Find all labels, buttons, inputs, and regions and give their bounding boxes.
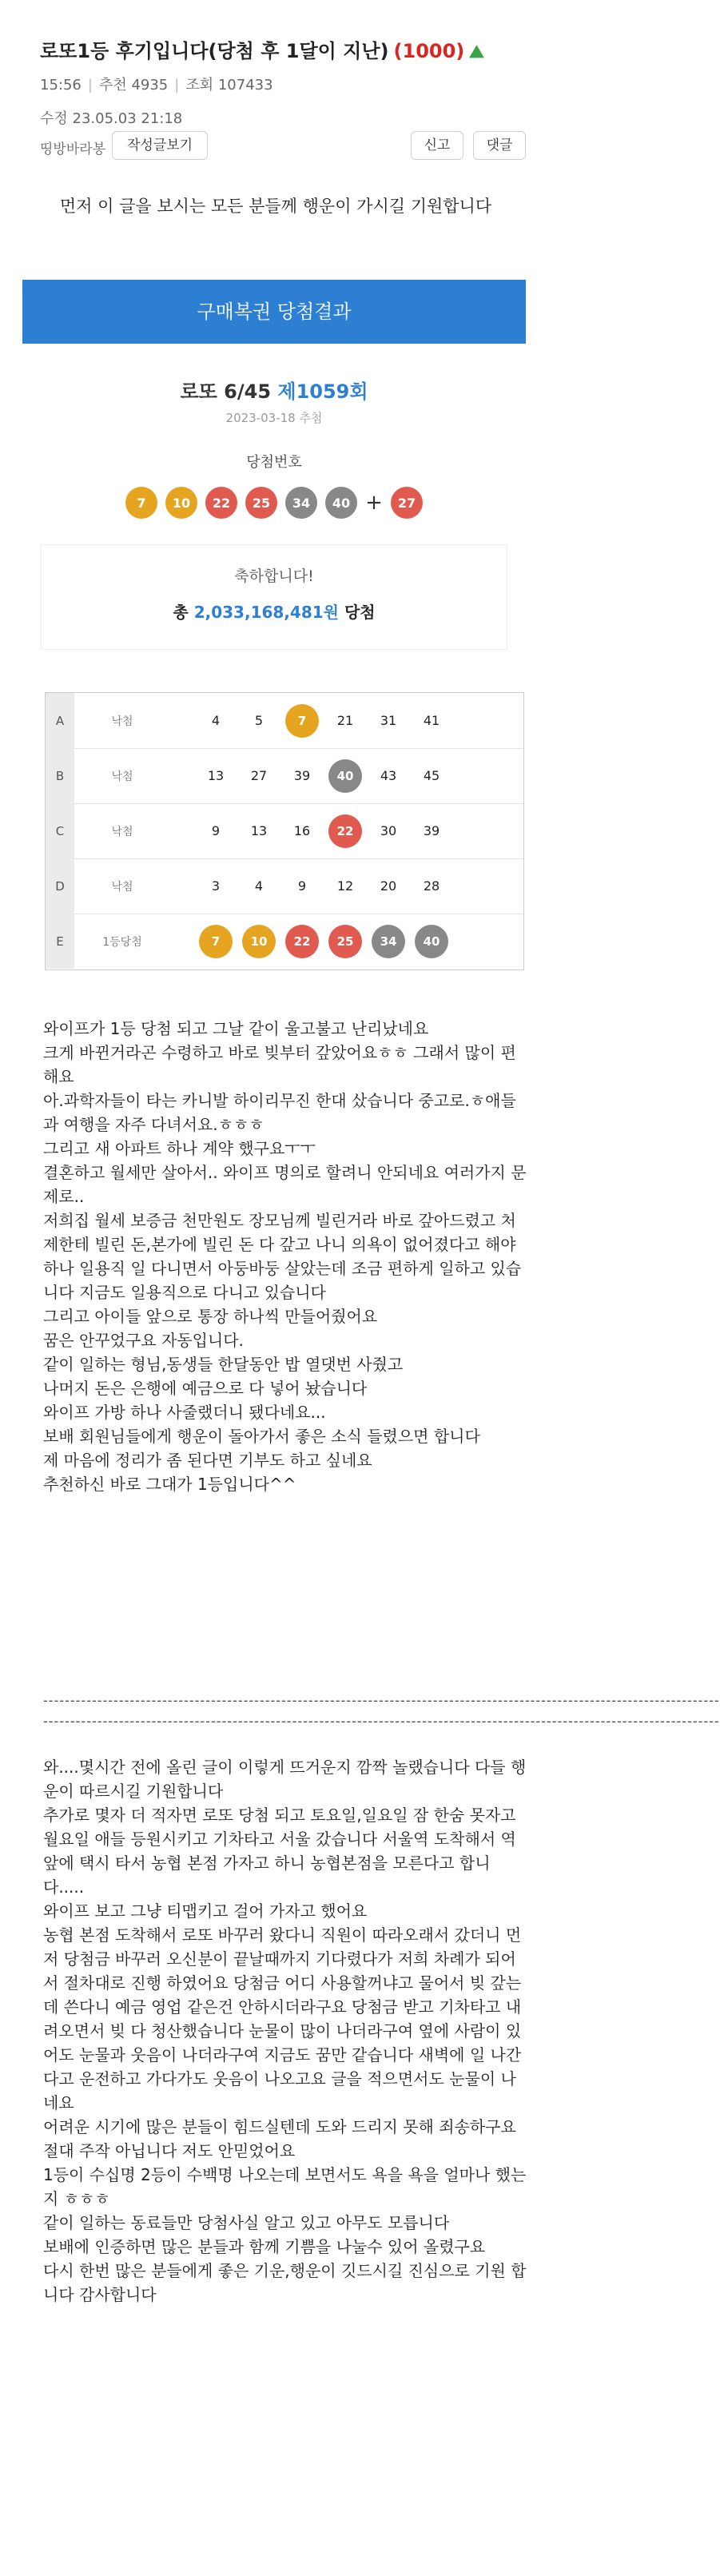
ticket-number-cell [280,924,324,959]
ticket-number: 21 [336,713,354,728]
round-number: 제1059회 [277,380,368,403]
game-result: 1등당첨 [102,935,142,949]
winning-ball: 22 [205,487,237,519]
game-result: 낙첨 [111,770,133,783]
greeting-text: 먼저 이 글을 보시는 모든 분들께 행운이 가시길 기원합니다 [59,197,492,216]
game-label: B [46,748,74,803]
ticket-number: 4 [254,878,264,894]
matched-ball: 25 [328,925,362,958]
ticket-number-cell [324,758,367,794]
congrats-text: 축하합니다! [234,567,314,585]
game-name: 로또 6/45 [180,380,272,403]
ticket-number: 31 [380,713,397,728]
game-numbers [194,914,514,969]
report-button[interactable]: 신고 [411,131,463,160]
ticket-number: 39 [293,768,311,783]
prize-suffix: 당첨 [344,603,376,622]
view-posts-button[interactable]: 작성글보기 [112,131,208,160]
image-attachment-icon: ⛰ [469,42,484,62]
game-label: E [46,914,74,969]
game-label: A [46,693,74,748]
ticket-number: 9 [211,823,221,838]
game-result: 낙첨 [111,825,133,838]
post-time: 15:56 [40,77,82,94]
game-label: C [46,803,74,858]
divider-line: ----------------------------------------------------------------------------------------------------------------------------- [43,1693,720,1708]
ticket-number: 41 [423,713,440,728]
meta-divider: | [87,77,93,94]
recommend-count: 추천 4935 [98,77,169,94]
post-title-text: 로또1등 후기입니다(당첨 후 1달이 지난) [40,40,389,62]
view-count: 조회 107433 [185,77,273,94]
game-result: 낙첨 [111,880,133,894]
ticket-row [46,748,523,804]
meta-divider: | [174,77,180,94]
ticket-number: 12 [336,878,354,894]
matched-ball: 22 [285,925,319,958]
bonus-ball: 27 [391,487,423,519]
prize-total [42,599,507,623]
matched-ball: 7 [199,925,233,958]
game-result: 낙첨 [111,715,133,728]
ticket-number: 20 [380,878,397,894]
ticket-number: 45 [423,768,440,783]
ticket-number: 13 [207,768,225,783]
prize-prefix: 총 [173,603,189,622]
ticket-table [45,692,524,970]
matched-ball: 40 [415,925,448,958]
post-title [40,35,484,63]
matched-ball: 7 [285,704,319,738]
author-name[interactable]: 띵방바라봉 [40,141,106,157]
post-meta [40,74,273,94]
draw-date: 2023-03-18 추첨 [225,411,323,425]
game-label: D [46,858,74,914]
prize-box [42,545,507,649]
prize-amount: 2,033,168,481원 [193,603,339,622]
game-numbers [194,748,514,803]
ticket-number: 30 [380,823,397,838]
post-update-text: 와....몇시간 전에 올린 글이 이렇게 뜨거운지 깜짝 놀랬습니다 다들 행운이 따르시길 기원합니다 추가로 몇자 더 적자면 로또 당첨 되고 토요일,일요일 잠 한숨 못자고 월요일 애들 등원시키고 기차타고 서울 갔습니다 서울역 도착해서 역 앞에 택시 타서 농협 본점 가자고 하니 농협본점을 모른다고 합니다..... 와이프 보고 그냥 티맵키고 걸어 가자고 했어요 농협 본점 도착해서 로또 바꾸러 왔다니 직원이 따라오래서 갔더니 먼저 당첨금 바꾸러 오신분이 끝날때까지 기다렸다가 저희 차례가 되어서 절차대로 진행 하였어요 당첨금 어디 사용할꺼냐고 물어서 빚 갚는데 쓴다니 예금 영업 같은건 안하시더라구요 당첨금 받고 기차타고 내려오면서 빚 다 청산했습니다 눈물이 많이 나더라구여 옆에 사람이 있어도 눈물과 웃음이 나더라구여 지금도 꿈만 같습니다 새벽에 일 나간다고 운전하고 가다가도 웃음이 나오고요 글을 적으면서도 눈물이 나네요 어려운 시기에 많은 분들이 힘드실텐데 도와 드리지 못해 죄송하구요 절대 주작 아닙니다 저도 안믿었어요 1등이 수십명 2등이 수백명 나오는데 보면서도 욕을 욕을 얼마나 했는지 ㅎㅎㅎ 같이 일하는 동료들만 당첨사실 알고 있고 아무도 모릅니다 보배에 인증하면 많은 분들과 함께 기쁨을 나눌수 있어 올렸구요 다시 한번 많은 분들에게 좋은 기운,행운이 깃드시길 진심으로 기원 합니다 감사합니다 [43,1758,527,2304]
ticket-number: 27 [250,768,268,783]
matched-ball: 22 [328,814,362,848]
game-numbers [194,858,514,914]
ticket-row [46,803,523,859]
plus-sign: + [365,491,383,515]
winning-ball: 34 [285,487,317,519]
ticket-number-cell [410,924,453,959]
ticket-row [46,914,523,969]
edited-date: 수정 23.05.03 21:18 [40,110,183,127]
ticket-number-cell [194,924,237,959]
ticket-number: 43 [380,768,397,783]
winning-numbers [22,484,526,521]
ticket-number-cell [367,924,410,959]
matched-ball: 10 [242,925,276,958]
winning-ball: 40 [325,487,357,519]
ticket-row [46,858,523,914]
ticket-number: 3 [211,878,221,894]
ticket-number-cell [280,703,324,739]
lotto-result-card [22,280,526,663]
game-numbers [194,803,514,858]
ticket-number: 5 [254,713,264,728]
winning-ball: 10 [165,487,197,519]
divider-line: ----------------------------------------------------------------------------------------------------------------------------- [43,1714,720,1729]
winning-numbers-label: 당첨번호 [246,454,302,471]
winning-ball: 25 [245,487,277,519]
ticket-number: 13 [250,823,268,838]
ticket-number: 9 [297,878,307,894]
ticket-number-cell [324,814,367,849]
matched-ball: 34 [372,925,405,958]
lotto-card-header: 구매복권 당첨결과 [22,280,526,344]
ticket-number: 28 [423,878,440,894]
post-body-text: 와이프가 1등 당첨 되고 그날 같이 울고불고 난리났네요 크게 바뀐거라곤 수령하고 바로 빚부터 갚았어요ㅎㅎ 그래서 많이 편해요 아.과학자들이 타는 카니발 하이리무진 한대 샀습니다 중고로.ㅎ애들과 여행을 자주 다녀서요.ㅎㅎㅎ 그리고 새 아파트 하나 계약 했구요ㅜㅜ 결혼하고 월세만 살아서.. 와이프 명의로 할려니 안되네요 여러가지 문제로.. 저희집 월세 보증금 천만원도 장모님께 빌린거라 바로 갚아드렸고 처제한테 빌린 돈,본가에 빌린 돈 다 갚고 나니 의욕이 없어졌다고 해야 하나 일용직 일 다니면서 아둥바둥 살았는데 조금 편하게 일하고 있습니다 지금도 일용직으로 다니고 있습니다 그리고 아이들 앞으로 통장 하나씩 만들어줬어요 꿈은 안꾸었구요 자동입니다. 같이 일하는 형님,동생들 한달동안 밥 열댓번 사줬고 나머지 돈은 은행에 예금으로 다 넣어 놨습니다 와이프 가방 하나 사줄랬더니 됐다네요... 보배 회원님들에게 행운이 돌아가서 좋은 소식 들렸으면 합니다 제 마음에 정리가 좀 된다면 기부도 하고 싶네요 추천하신 바로 그대가 1등입니다^^ [43,1019,527,1494]
comment-count[interactable]: (1000) [393,40,465,62]
matched-ball: 40 [328,759,362,793]
winning-ball: 7 [125,487,157,519]
lotto-card-body [22,344,526,663]
reply-button[interactable]: 댓글 [473,131,526,160]
ticket-number: 39 [423,823,440,838]
game-numbers [194,693,514,748]
ticket-number: 4 [211,713,221,728]
round-title [22,376,526,404]
ticket-number-cell [237,924,280,959]
ticket-number: 16 [293,823,311,838]
ticket-row [46,693,523,749]
ticket-number-cell [324,924,367,959]
